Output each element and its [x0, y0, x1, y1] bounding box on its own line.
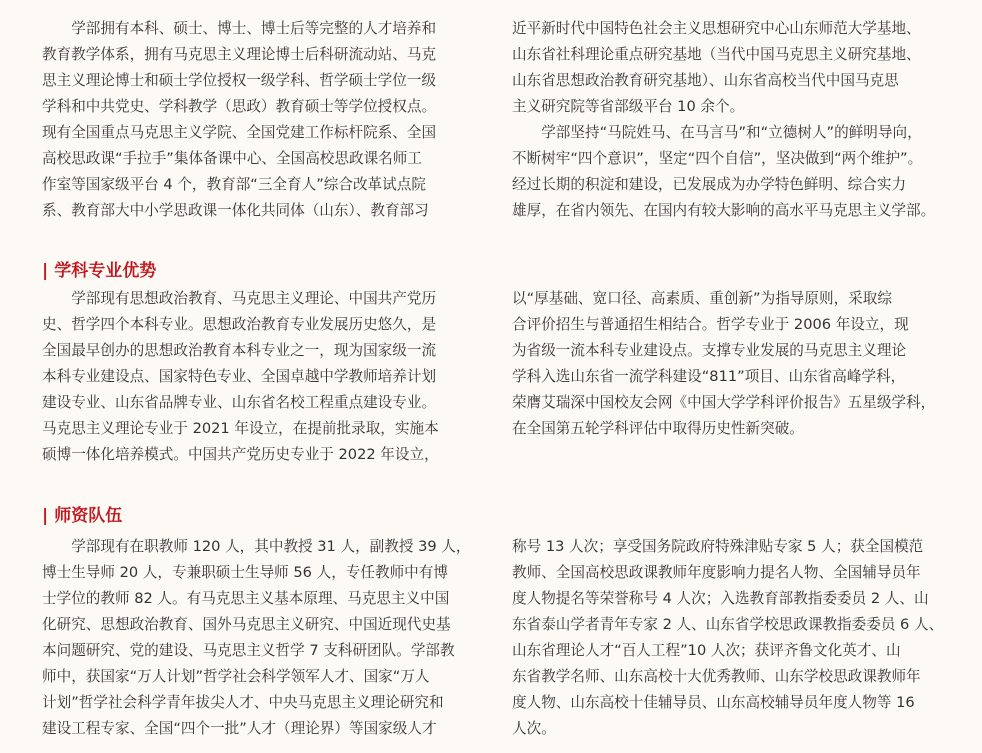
paragraph-line: 史、哲学四个本科专业。思想政治教育专业发展历史悠久，是	[42, 316, 437, 333]
heading-bar: |	[42, 506, 49, 526]
paragraph-line: 度人物提名等荣誉称号 4 人次；入选教育部教指委委员 2 人、山	[512, 590, 929, 607]
paragraph-line: 博士生导师 20 人，专兼职硕士生导师 56 人，专任教师中有博	[42, 564, 448, 581]
paragraph-line: 山东省理论人才“百人工程”10 人次；获评齐鲁文化英才、山	[512, 642, 901, 659]
paragraph-line: 称号 13 人次；享受国务院政府特殊津贴专家 5 人；获全国模范	[512, 538, 924, 555]
paragraph-line: 本问题研究、党的建设、马克思主义哲学 7 支科研团队。学部教	[42, 642, 455, 659]
section-heading-faculty	[42, 503, 122, 529]
paragraph-line: 建设专业、山东省品牌专业、山东省名校工程重点建设专业。	[42, 394, 437, 411]
paragraph-line: 学部拥有本科、硕士、博士、博士后等完整的人才培养和	[42, 20, 437, 37]
heading-bar: |	[42, 261, 49, 281]
paragraph-line: 以“厚基础、宽口径、高素质、重创新”为指导原则，采取综	[512, 290, 892, 307]
paragraph-line: 马克思主义理论专业于 2021 年设立，在提前批录取，实施本	[42, 420, 439, 437]
paragraph-line: 建设工程专家、全国“四个一批”人才（理论界）等国家级人才	[42, 720, 437, 737]
intro-right-column	[512, 16, 935, 224]
paragraph-line: 本科专业建设点、国家特色专业、全国卓越中学教师培养计划	[42, 368, 437, 385]
section1-left-column	[42, 286, 439, 468]
paragraph-line: 不断树牢“四个意识”，坚定“四个自信”，坚决做到“两个维护”。	[512, 150, 923, 167]
paragraph-line: 学部现有思想政治教育、马克思主义理论、中国共产党历	[42, 290, 437, 307]
paragraph-line: 近平新时代中国特色社会主义思想研究中心山东师范大学基地、	[512, 20, 921, 37]
section2-left-column	[42, 534, 471, 742]
paragraph-line: 合评价招生与普通招生相结合。哲学专业于 2006 年设立，现	[512, 316, 909, 333]
paragraph-line: 作室等国家级平台 4 个，教育部“三全育人”综合改革试点院	[42, 176, 426, 193]
section-title: 师资队伍	[54, 506, 123, 526]
paragraph-line: 在全国第五轮学科评估中取得历史性新突破。	[512, 420, 804, 437]
paragraph-line: 教育教学体系，拥有马克思主义理论博士后科研流动站、马克	[42, 46, 437, 63]
paragraph-line: 化研究、思想政治教育、国外马克思主义研究、中国近现代史基	[42, 616, 451, 633]
paragraph-line: 山东省社科理论重点研究基地（当代中国马克思主义研究基地、	[512, 46, 921, 63]
section-heading-discipline	[42, 258, 156, 284]
paragraph-line: 人次。	[512, 720, 556, 737]
paragraph-line: 思主义理论博士和硕士学位授权一级学科、哲学硕士学位一级	[42, 72, 437, 89]
paragraph-line: 为省级一流本科专业建设点。支撑专业发展的马克思主义理论	[512, 342, 907, 359]
paragraph-line: 雄厚，在省内领先、在国内有较大影响的高水平马克思主义学部。	[512, 202, 936, 219]
paragraph-line: 高校思政课“手拉手”集体备课中心、全国高校思政课名师工	[42, 150, 422, 167]
paragraph-line: 经过长期的积淀和建设，已发展成为办学特色鲜明、综合实力	[512, 176, 907, 193]
paragraph-line: 荣膺艾瑞深中国校友会网《中国大学学科评价报告》五星级学科，	[512, 394, 936, 411]
paragraph-line: 全国最早创办的思想政治教育本科专业之一，现为国家级一流	[42, 342, 437, 359]
paragraph-line: 系、教育部大中小学思政课一体化共同体（山东）、教育部习	[42, 202, 429, 219]
paragraph-line: 士学位的教师 82 人。有马克思主义基本原理、马克思主义中国	[42, 590, 450, 607]
paragraph-line: 学科和中共党史、学科教学（思政）教育硕士等学位授权点。	[42, 98, 437, 115]
paragraph-line: 学部现有在职教师 120 人，其中教授 31 人，副教授 39 人，	[42, 538, 471, 555]
paragraph-line: 师中，获国家“万人计划”哲学社会科学领军人才、国家“万人	[42, 668, 430, 685]
paragraph-line: 主义研究院等省部级平台 10 余个。	[512, 98, 745, 115]
paragraph-line: 计划”哲学社会科学青年拔尖人才、中央马克思主义理论研究和	[42, 694, 444, 711]
paragraph-line: 东省泰山学者青年专家 2 人、山东省学校思政课教指委委员 6 人、	[512, 616, 944, 633]
intro-left-column	[42, 16, 436, 224]
section1-right-column	[512, 286, 935, 442]
paragraph-line: 现有全国重点马克思主义学院、全国党建工作标杆院系、全国	[42, 124, 437, 141]
section2-right-column	[512, 534, 943, 742]
paragraph-line: 学部坚持“马院姓马、在马言马”和“立德树人”的鲜明导向，	[512, 124, 922, 141]
paragraph-line: 东省教学名师、山东高校十大优秀教师、山东学校思政课教师年	[512, 668, 921, 685]
paragraph-line: 教师、全国高校思政课教师年度影响力提名人物、全国辅导员年	[512, 564, 921, 581]
paragraph-line: 度人物、山东高校十佳辅导员、山东高校辅导员年度人物等 16	[512, 694, 915, 711]
paragraph-line: 学科入选山东省一流学科建设“811”项目、山东省高峰学科，	[512, 368, 906, 385]
paragraph-line: 硕博一体化培养模式。中国共产党历史专业于 2022 年设立，	[42, 446, 439, 463]
section-title: 学科专业优势	[54, 261, 157, 281]
paragraph-line: 山东省思想政治教育研究基地）、山东省高校当代中国马克思	[512, 72, 899, 89]
